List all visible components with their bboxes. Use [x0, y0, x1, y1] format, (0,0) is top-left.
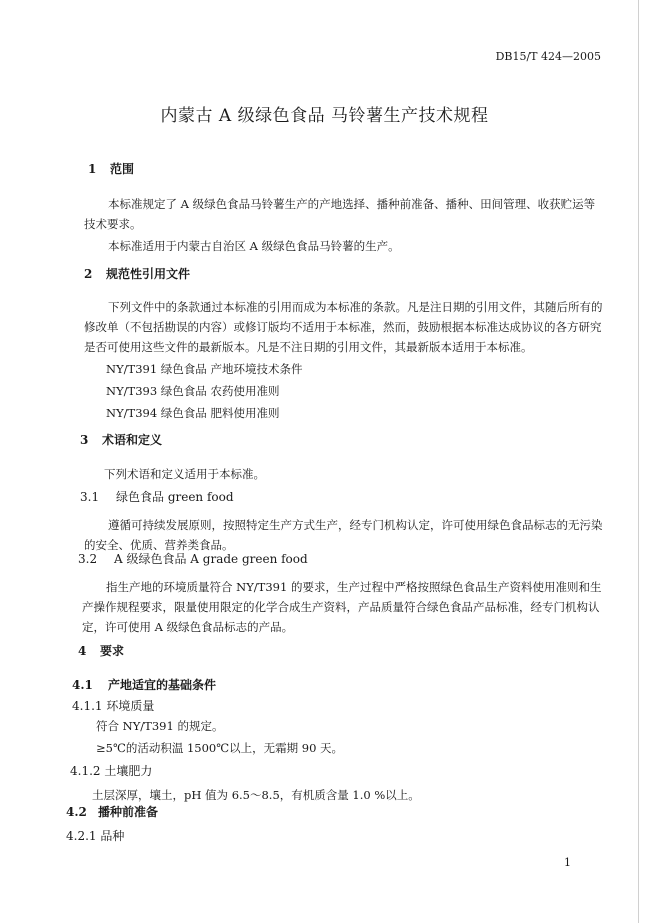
- section-number: 4.2: [66, 805, 87, 819]
- section-number: 4: [78, 644, 87, 658]
- section-title: 播种前准备: [98, 805, 159, 819]
- section-2-paragraph-1: 下列文件中的条款通过本标准的引用而成为本标准的条款。凡是注日期的引用文件，其随后所有的修改单（不包括勘误的内容）或修订版均不适用于本标准，然而，鼓励根据本标准达成协议的各方研究是否可使用这些文件的最新版本。凡是不注日期的引用文件，其最新版本适用于本标准。: [84, 300, 603, 354]
- section-3-paragraph-1: 下列术语和定义适用于本标准。: [104, 467, 265, 481]
- section-3-2-definition: 指生产地的环境质量符合 NY/T391 的要求，生产过程中严格按照绿色食品生产资料使用准则和生产操作规程要求，限量使用限定的化学合成生产资料，产品质量符合绿色食品产品标准，经专门机构认定，许可使用 A 级绿色食品标志的产品。: [82, 580, 602, 634]
- section-title: 绿色食品 green food: [116, 490, 234, 504]
- section-number: 4.1.1: [72, 699, 103, 713]
- section-title: 规范性引用文件: [106, 267, 191, 281]
- section-title: 品种: [100, 829, 125, 843]
- reference-item: NY/T393 绿色食品 农药使用准则: [106, 384, 280, 398]
- section-title: 环境质量: [106, 699, 155, 713]
- section-title: 术语和定义: [102, 433, 163, 447]
- section-title: 土壤肥力: [104, 764, 153, 778]
- reference-item: NY/T391 绿色食品 产地环境技术条件: [106, 362, 303, 376]
- section-3-heading: [80, 431, 162, 448]
- section-4-2-heading: [66, 803, 158, 820]
- section-1-paragraph-1: 本标准规定了 A 级绿色食品马铃薯生产的产地选择、播种前准备、播种、田间管理、收获贮运等技术要求。: [84, 197, 596, 231]
- section-title: 范围: [110, 162, 135, 176]
- section-4-1-1-line-2: ≥5℃的活动积温 1500℃以上，无霜期 90 天。: [96, 741, 344, 755]
- section-4-2-1-heading: [66, 827, 124, 844]
- section-1-paragraph-2: 本标准适用于内蒙古自治区 A 级绿色食品马铃薯的生产。: [108, 239, 400, 253]
- section-3-2-heading: [78, 550, 308, 567]
- section-number: 1: [88, 162, 97, 176]
- section-1-heading: [88, 160, 134, 177]
- reference-item: NY/T394 绿色食品 肥料使用准则: [106, 406, 280, 420]
- section-number: 4.1.2: [70, 764, 101, 778]
- section-4-1-2-line-1: 土层深厚，壤土，pH 值为 6.5～8.5，有机质含量 1.0 %以上。: [92, 788, 420, 802]
- section-4-heading: [78, 642, 124, 659]
- section-title: A 级绿色食品 A grade green food: [114, 552, 308, 566]
- section-title: 产地适宜的基础条件: [108, 678, 217, 692]
- section-4-1-heading: [72, 676, 216, 693]
- section-3-1-definition: 遵循可持续发展原则，按照特定生产方式生产，经专门机构认定，许可使用绿色食品标志的无污染的安全、优质、营养类食品。: [84, 518, 603, 552]
- section-title: 要求: [100, 644, 125, 658]
- section-4-1-1-heading: [72, 697, 154, 714]
- standard-code: DB15/T 424—2005: [495, 50, 601, 63]
- section-3-1-heading: [80, 488, 234, 505]
- section-number: 3.1: [80, 490, 100, 504]
- section-number: 3.2: [78, 552, 98, 566]
- section-4-1-1-line-1: 符合 NY/T391 的规定。: [96, 719, 224, 733]
- section-number: 4.1: [72, 678, 93, 692]
- section-2-heading: [84, 265, 190, 282]
- scan-edge-line: [638, 0, 639, 923]
- document-title: 内蒙古 A 级绿色食品 马铃薯生产技术规程: [160, 106, 489, 126]
- page-number: 1: [564, 856, 571, 869]
- section-4-1-2-heading: [70, 762, 152, 779]
- section-number: 4.2.1: [66, 829, 97, 843]
- section-number: 2: [84, 267, 93, 281]
- section-number: 3: [80, 433, 89, 447]
